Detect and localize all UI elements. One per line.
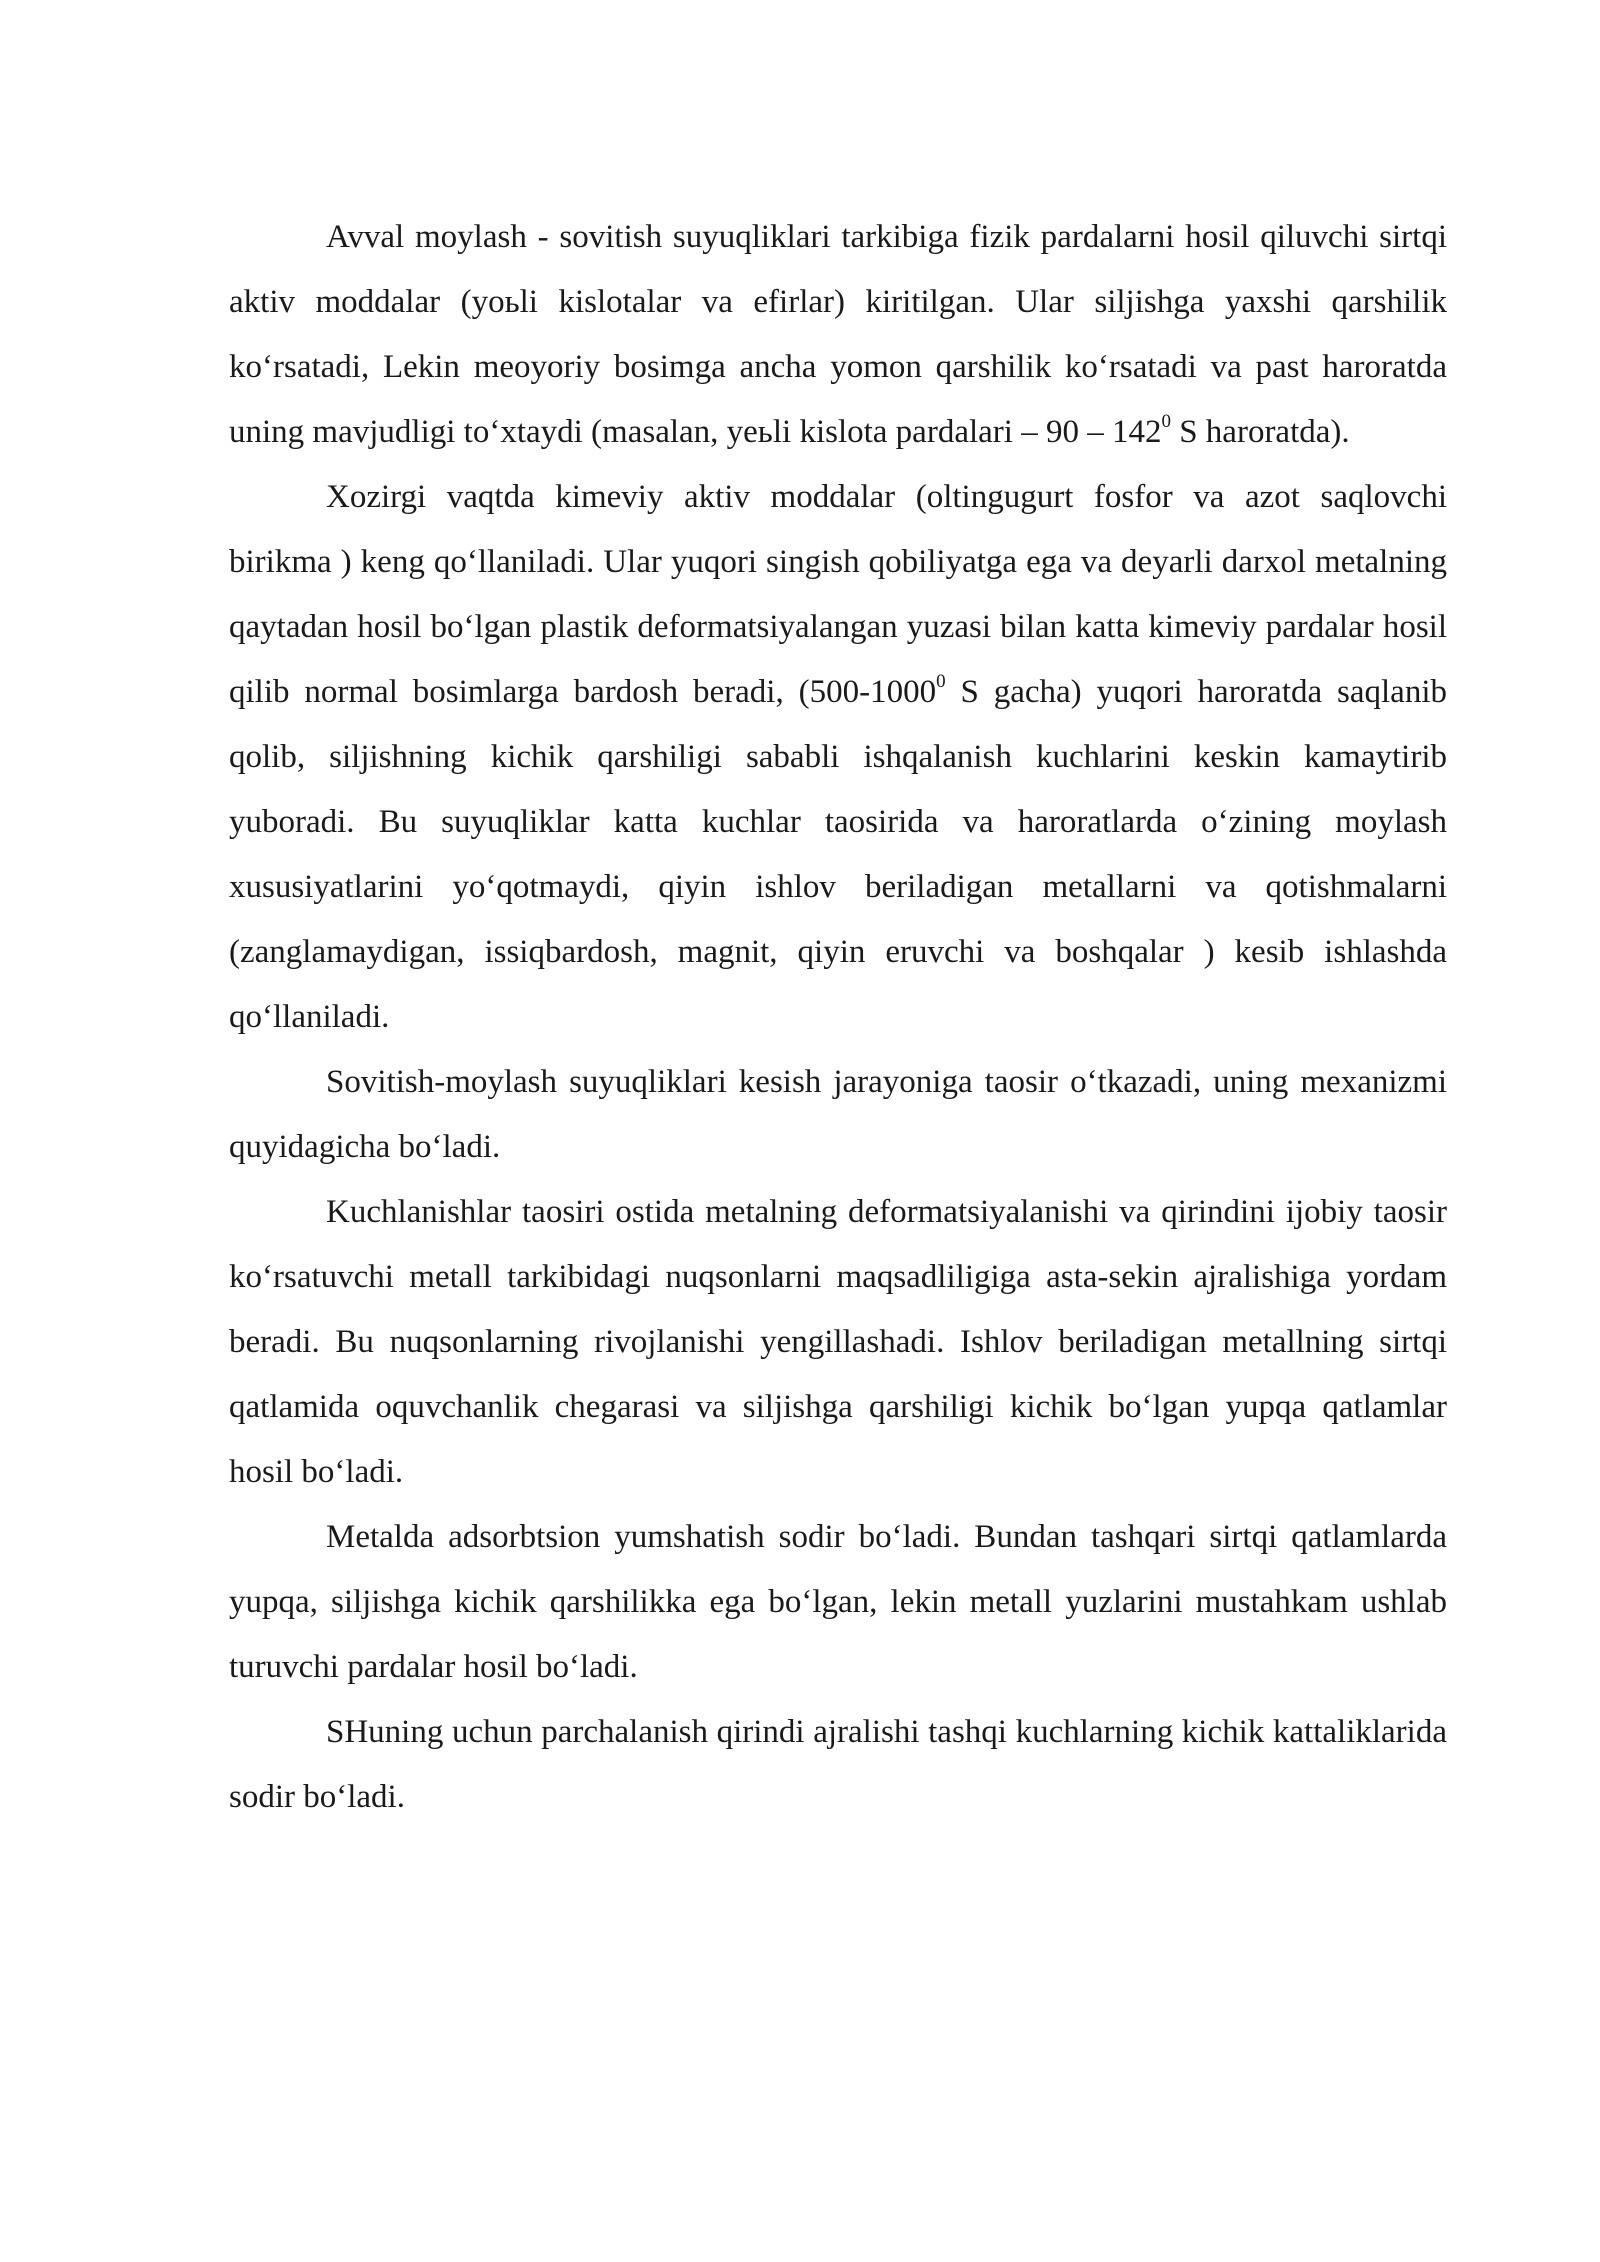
paragraph-text: Kuchlanishlar taosiri ostida metalning deformatsiyalanishi va qirindini ijobiy taosir ko‘rsatuvchi metall tarkibidagi nuqsonlarni maqsadliligiga asta-sekin ajralishiga yordam beradi. Bu nuqsonlarning rivojlanishi yengillashadi. Ishlov beriladigan metallning sirtqi qatlamida oquvchanlik chegarasi va siljishga qarshiligi kichik bo‘lgan yupqa qatlamlar hosil bo‘ladi. [229, 1194, 1447, 1490]
superscript-degree: 0 [936, 671, 946, 692]
paragraph-text: SHuning uchun parchalanish qirindi ajralishi tashqi kuchlarning kichik kattaliklarida sodir bo‘ladi. [229, 1714, 1447, 1815]
paragraph-1 [229, 205, 1447, 465]
paragraph-text: S haroratda). [1170, 414, 1350, 450]
paragraph-text: Xozirgi vaqtda kimeviy aktiv moddalar (oltingugurt fosfor va azot saqlovchi birikma ) keng qo‘llaniladi. Ular yuqori singish qobiliyatga ega va deyarli darxol metalning qaytadan hosil bo‘lgan plastik deformatsiyalangan yuzasi bilan katta kimeviy pardalar hosil qilib normal bosimlarga bardosh beradi, (500-1000 [229, 479, 1447, 710]
paragraph-3 [229, 1050, 1447, 1180]
paragraph-text: Metalda adsorbtsion yumshatish sodir bo‘ladi. Bundan tashqari sirtqi qatlamlarda yupqa, siljishga kichik qarshilikka ega bo‘lgan, lekin metall yuzlarini mustahkam ushlab turuvchi pardalar hosil bo‘ladi. [229, 1519, 1447, 1685]
paragraph-text: Avval moylash - sovitish suyuqliklari tarkibiga fizik pardalarni hosil qiluvchi sirtqi aktiv moddalar (yoьli kislotalar va efirlar) kiritilgan. Ular siljishga yaxshi qarshilik ko‘rsatadi, Lekin meoyoriy bosimga ancha yomon qarshilik ko‘rsatadi va past haroratda uning mavjudligi to‘xtaydi (masalan, yeьli kislota pardalari – 90 – 142 [229, 219, 1447, 450]
paragraph-6 [229, 1700, 1447, 1830]
paragraph-4 [229, 1180, 1447, 1505]
paragraph-text: S gacha) yuqori haroratda saqlanib qolib, siljishning kichik qarshiligi sababli ishqalanish kuchlarini keskin kamaytirib yuboradi. Bu suyuqliklar katta kuchlar taosirida va haroratlarda o‘zining moylash xususiyatlarini yo‘qotmaydi, qiyin ishlov beriladigan metallarni va qotishmalarni (zanglamaydigan, issiqbardosh, magnit, qiyin eruvchi va boshqalar ) kesib ishlashda qo‘llaniladi. [229, 674, 1447, 1035]
document-body [229, 205, 1447, 1830]
paragraph-text: Sovitish-moylash suyuqliklari kesish jarayoniga taosir o‘tkazadi, uning mexanizmi quyidagicha bo‘ladi. [229, 1064, 1447, 1165]
superscript-degree: 0 [1161, 411, 1171, 432]
paragraph-5 [229, 1505, 1447, 1700]
paragraph-2 [229, 465, 1447, 1050]
